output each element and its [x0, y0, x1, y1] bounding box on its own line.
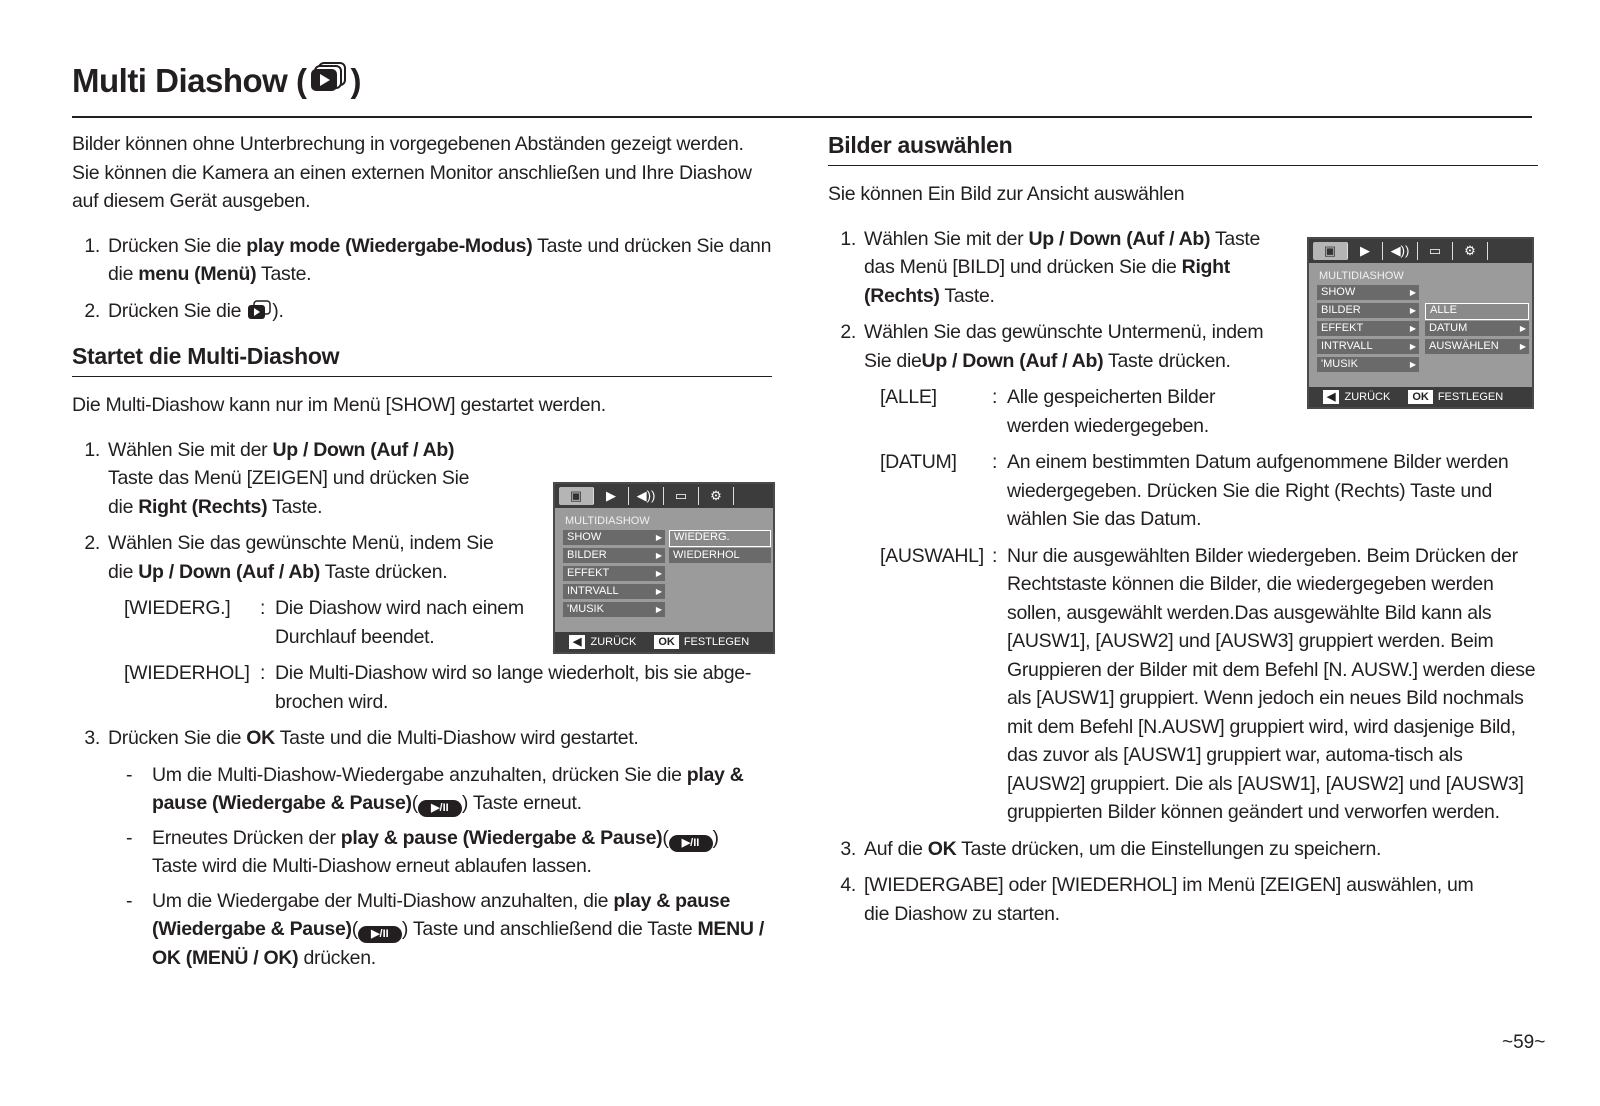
section-divider [72, 376, 772, 377]
list-item: 1. Wählen Sie mit der Up / Down (Auf / Ab) Taste das Menü [BILD] und drücken Sie die Right (Rechts) Taste. [840, 227, 1261, 307]
list-item: 3. Auf die OK Taste drücken, um die Einstellungen zu speichern. [840, 837, 1382, 860]
play-pause-icon: ▶/II [418, 800, 462, 817]
section-start [72, 341, 772, 972]
intro-line-1: Bilder können ohne Unterbrechung in vorgegebenen Abständen gezeigt werden. [72, 133, 744, 155]
page-title [72, 60, 361, 102]
camera-menu-screenshot [553, 482, 775, 654]
menu-item: EFFEKT ▶ [1317, 321, 1419, 336]
settings-tab-icon: ⚙ [699, 487, 734, 505]
option-row: [WIEDERHOL] : Die Multi-Diashow wird so lange wiederholt, bis sie abge-brochen wird. [124, 662, 752, 713]
multi-slideshow-icon [246, 300, 272, 322]
title-divider [72, 116, 1532, 118]
menu-item: INTRVALL ▶ [1317, 339, 1419, 354]
menu-item: 'MUSIK ▶ [1317, 357, 1419, 372]
section-heading: Startet die Multi-Diashow [72, 343, 340, 369]
multi-slideshow-tab-icon: ▣ [559, 487, 594, 505]
play-pause-icon: ▶/II [358, 926, 402, 943]
play-tab-icon: ▶ [1348, 242, 1383, 260]
menu-item: BILDER ▶ [1317, 303, 1419, 318]
list-item: 4. [WIEDERGABE] oder [WIEDERHOL] im Menü [ZEIGEN] auswählen, um die Diashow zu starten. [840, 874, 1474, 925]
menu-footer: ◀ ZURÜCK OK FESTLEGEN [555, 632, 773, 652]
list-item: 1. Wählen Sie mit der Up / Down (Auf / Ab) Taste das Menü [ZEIGEN] und drücken Sie die Right (Rechts) Taste. [84, 438, 470, 518]
menu-item: SHOW ▶ [1317, 285, 1419, 300]
display-tab-icon: ▭ [1418, 242, 1453, 260]
submenu-item: DATUM ▶ [1425, 321, 1529, 336]
menu-item: SHOW ▶ [563, 530, 665, 545]
list-item: 2. Drücken Sie die ). [84, 299, 284, 322]
submenu-item: AUSWÄHLEN ▶ [1425, 339, 1529, 354]
display-tab-icon: ▭ [664, 487, 699, 505]
menu-tabs [1309, 239, 1532, 263]
page-title-text: Multi Diashow ( [72, 62, 307, 99]
option-row: [AUSWAHL] : Nur die ausgewählten Bilder wiedergeben. Beim Drücken der Rechtstaste können die Bilder, die wiedergegeben werden sollen, ausgewählt werden.Das ausgewählte Bild kann als [AUSW1], [AUSW2] und [AUSW3] gruppiert werden. Beim Gruppieren der Bilder mit dem Befehl [N. AUSW.] werden diese als [AUSW1] gruppiert. Wenn jedoch ein neues Bild nochmals mit dem Befehl [N.AUSW] gruppiert wird, wird dasjenige Bild, das zuvor als [AUSW1] gruppiert war, automa-tisch als [AUSW2] gruppiert. Die als [AUSW1], [AUSW2] und [AUSW3] gruppierten Bilder können geändert und verworfen werden. [880, 544, 1536, 823]
menu-footer: ◀ ZURÜCK OK FESTLEGEN [1309, 387, 1532, 407]
option-row: [WIEDERG.] : Die Diashow wird nach einem Durchlauf beendet. [124, 597, 524, 648]
submenu-item: ALLE [1425, 303, 1529, 320]
submenu-item: WIEDERHOL [669, 548, 771, 563]
sound-tab-icon: ◀)) [629, 487, 664, 505]
menu-item: 'MUSIK ▶ [563, 602, 665, 617]
list-item: 1. Drücken Sie die play mode (Wiedergabe-Modus) Taste und drücken Sie dann die menu (Menü) Taste. [84, 234, 772, 285]
menu-item: EFFEKT ▶ [563, 566, 665, 581]
left-arrow-icon: ◀ [569, 635, 585, 649]
menu-title: MULTIDIASHOW [565, 515, 650, 527]
submenu-item: WIEDERG. [669, 530, 771, 547]
list-item: 2. Wählen Sie das gewünschte Menü, indem Sie die Up / Down (Auf / Ab) Taste drücken. [84, 532, 494, 583]
multi-slideshow-icon [309, 60, 349, 102]
page-number: ~59~ [1502, 1032, 1546, 1053]
bullet-item: - Erneutes Drücken der play & pause (Wiedergabe & Pause)( ▶/II ) Taste wird die Multi-Diashow erneut ablaufen lassen. [126, 826, 719, 877]
list-item: 3. Drücken Sie die OK Taste und die Multi-Diashow wird gestartet. [84, 727, 639, 749]
list-item: 2. Wählen Sie das gewünschte Untermenü, indem Sie dieUp / Down (Auf / Ab) Taste drücken. [840, 321, 1264, 372]
menu-item: INTRVALL ▶ [563, 584, 665, 599]
menu-title: MULTIDIASHOW [1319, 270, 1404, 282]
menu-tabs [555, 484, 773, 508]
multi-slideshow-tab-icon: ▣ [1313, 242, 1348, 260]
section-intro: Die Multi-Diashow kann nur im Menü [SHOW] gestartet werden. [72, 394, 606, 416]
intro-line-3: auf diesem Gerät ausgeben. [72, 190, 311, 212]
play-pause-icon: ▶/II [669, 835, 713, 852]
bullet-item: - Um die Multi-Diashow-Wiedergabe anzuhalten, drücken Sie die play & pause (Wiedergabe & Pause)( ▶/II ) Taste erneut. [126, 761, 766, 818]
page-title-close: ) [350, 62, 361, 99]
play-tab-icon: ▶ [594, 487, 629, 505]
bullet-item: - Um die Wiedergabe der Multi-Diashow anzuhalten, die play & pause (Wiedergabe & Pause)( ▶/II ) Taste und anschließend die Taste MENU / OK (MENÜ / OK) drücken. [126, 889, 764, 969]
intro-line-2: Sie können die Kamera an einen externen Monitor anschließen und Ihre Diashow [72, 161, 752, 184]
settings-tab-icon: ⚙ [1453, 242, 1488, 260]
left-arrow-icon: ◀ [1323, 390, 1339, 404]
menu-item: BILDER ▶ [563, 548, 665, 563]
sound-tab-icon: ◀)) [1383, 242, 1418, 260]
section-heading: Bilder auswählen [828, 132, 1013, 158]
option-row: [DATUM] : An einem bestimmten Datum aufgenommene Bilder werden wiedergegeben. Drücken Sie die Right (Rechts) Taste und wählen Sie das Datum. [880, 451, 1509, 530]
section-intro: Sie können Ein Bild zur Ansicht auswählen [828, 183, 1185, 205]
option-row: [ALLE] : Alle gespeicherten Bilder werden wiedergegeben. [880, 386, 1216, 437]
section-divider [828, 165, 1538, 166]
camera-menu-screenshot [1307, 237, 1534, 409]
